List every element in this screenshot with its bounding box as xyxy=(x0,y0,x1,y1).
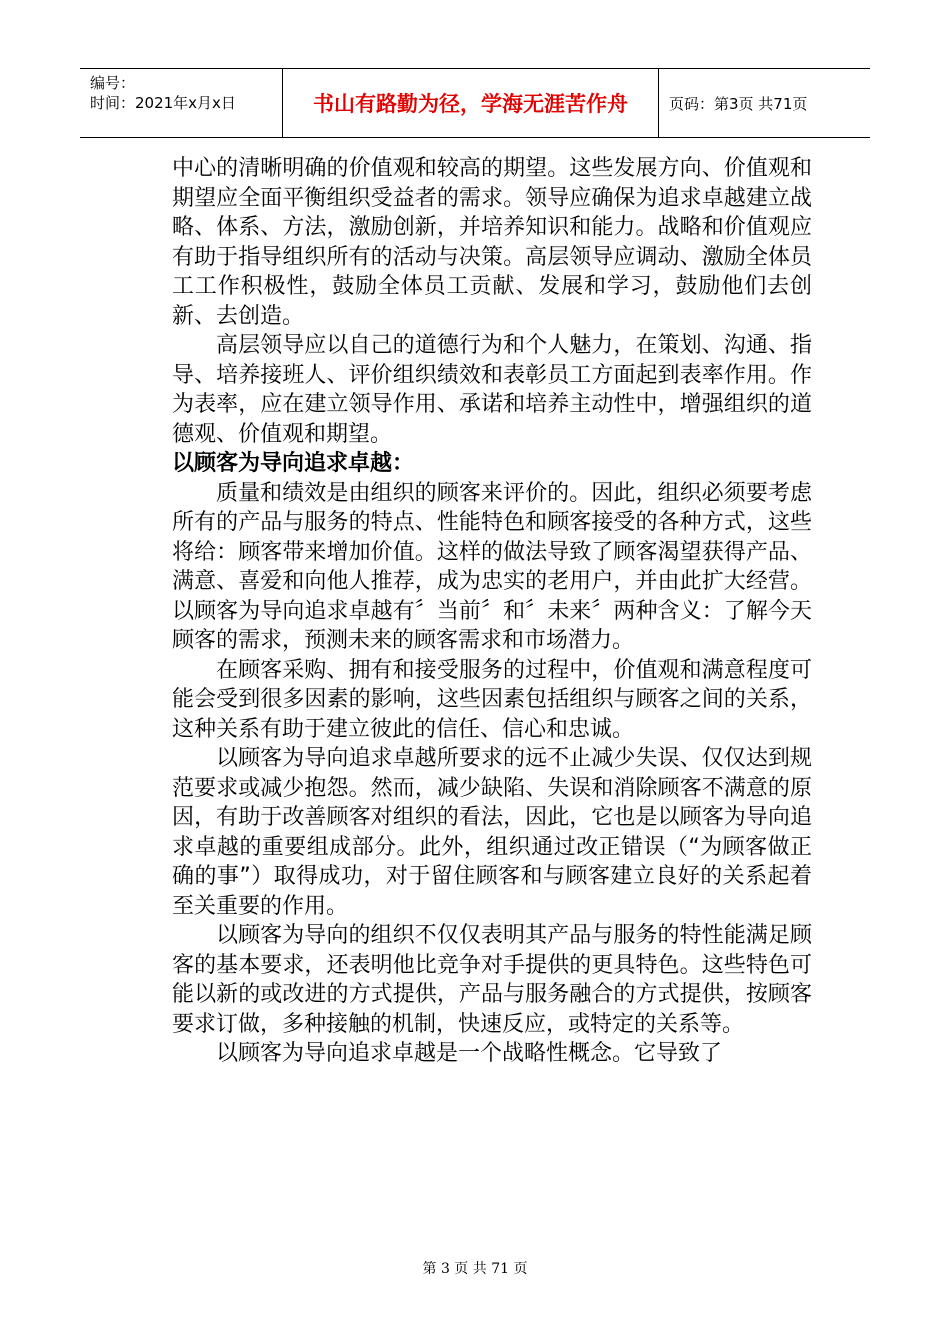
header-page-info: 页码：第3页 共71页 xyxy=(669,94,808,113)
paragraph: 中心的清晰明确的价值观和较高的期望。这些发展方向、价值观和期望应全面平衡组织受益者的需求。领导应确保为追求卓越建立战略、体系、方法，激励创新，并培养知识和能力。战略和价值观应有助于指导组织所有的活动与决策。高层领导应调动、激励全体员工工作积极性，鼓励全体员工贡献、发展和学习，鼓励他们去创新、去创造。 xyxy=(172,156,812,329)
document-date-label: 时间：2021年x月x日 xyxy=(90,94,236,112)
paragraph: 以顾客为导向的组织不仅仅表明其产品与服务的特性能满足顾客的基本要求，还表明他比竞争对手提供的更具特色。这些特色可能以新的或改进的方式提供，产品与服务融合的方式提供，按顾客要求订做，多种接触的机制，快速反应，或特定的关系等。 xyxy=(172,923,812,1037)
paragraph: 以顾客为导向追求卓越所要求的远不止减少失误、仅仅达到规范要求或减少抱怨。然而，减少缺陷、失误和消除顾客不满意的原因，有助于改善顾客对组织的看法，因此，它也是以顾客为导向追求卓越的重要组成部分。此外，组织通过改正错误（“为顾客做正确的事”）取得成功，对于留住顾客和与顾客建立良好的关系起着至关重要的作用。 xyxy=(172,746,812,919)
paragraph: 在顾客采购、拥有和接受服务的过程中，价值观和满意程度可能会受到很多因素的影响，这些因素包括组织与顾客之间的关系，这种关系有助于建立彼此的信任、信心和忠诚。 xyxy=(172,657,812,742)
page-footer: 第 3 页 共 71 页 xyxy=(422,1261,528,1277)
paragraph: 高层领导应以自己的道德行为和个人魅力，在策划、沟通、指导、培养接班人、评价组织绩效和表彰员工方面起到表率作用。作为表率，应在建立领导作用、承诺和培养主动性中，增强组织的道德观、价值观和期望。 xyxy=(172,333,812,447)
document-body xyxy=(172,154,812,1069)
section-heading: 以顾客为导向追求卓越： xyxy=(172,451,415,476)
page-header xyxy=(80,68,870,138)
paragraph: 质量和绩效是由组织的顾客来评价的。因此，组织必须要考虑所有的产品与服务的特点、性能特色和顾客接受的各种方式，这些将给：顾客带来增加价值。这样的做法导致了顾客渴望获得产品、满意、喜爱和向他人推荐，成为忠实的老用户，并由此扩大经营。以顾客为导向追求卓越有〞当前〞和〞未来〞两种含义：了解今天顾客的需求，预测未来的顾客需求和市场潜力。 xyxy=(172,480,812,653)
paragraph: 以顾客为导向追求卓越是一个战略性概念。它导致了 xyxy=(216,1041,723,1066)
header-motto: 书山有路勤为径，学海无涯苦作舟 xyxy=(283,69,659,137)
document-number-label: 编号： xyxy=(90,74,136,92)
header-meta xyxy=(80,69,283,137)
